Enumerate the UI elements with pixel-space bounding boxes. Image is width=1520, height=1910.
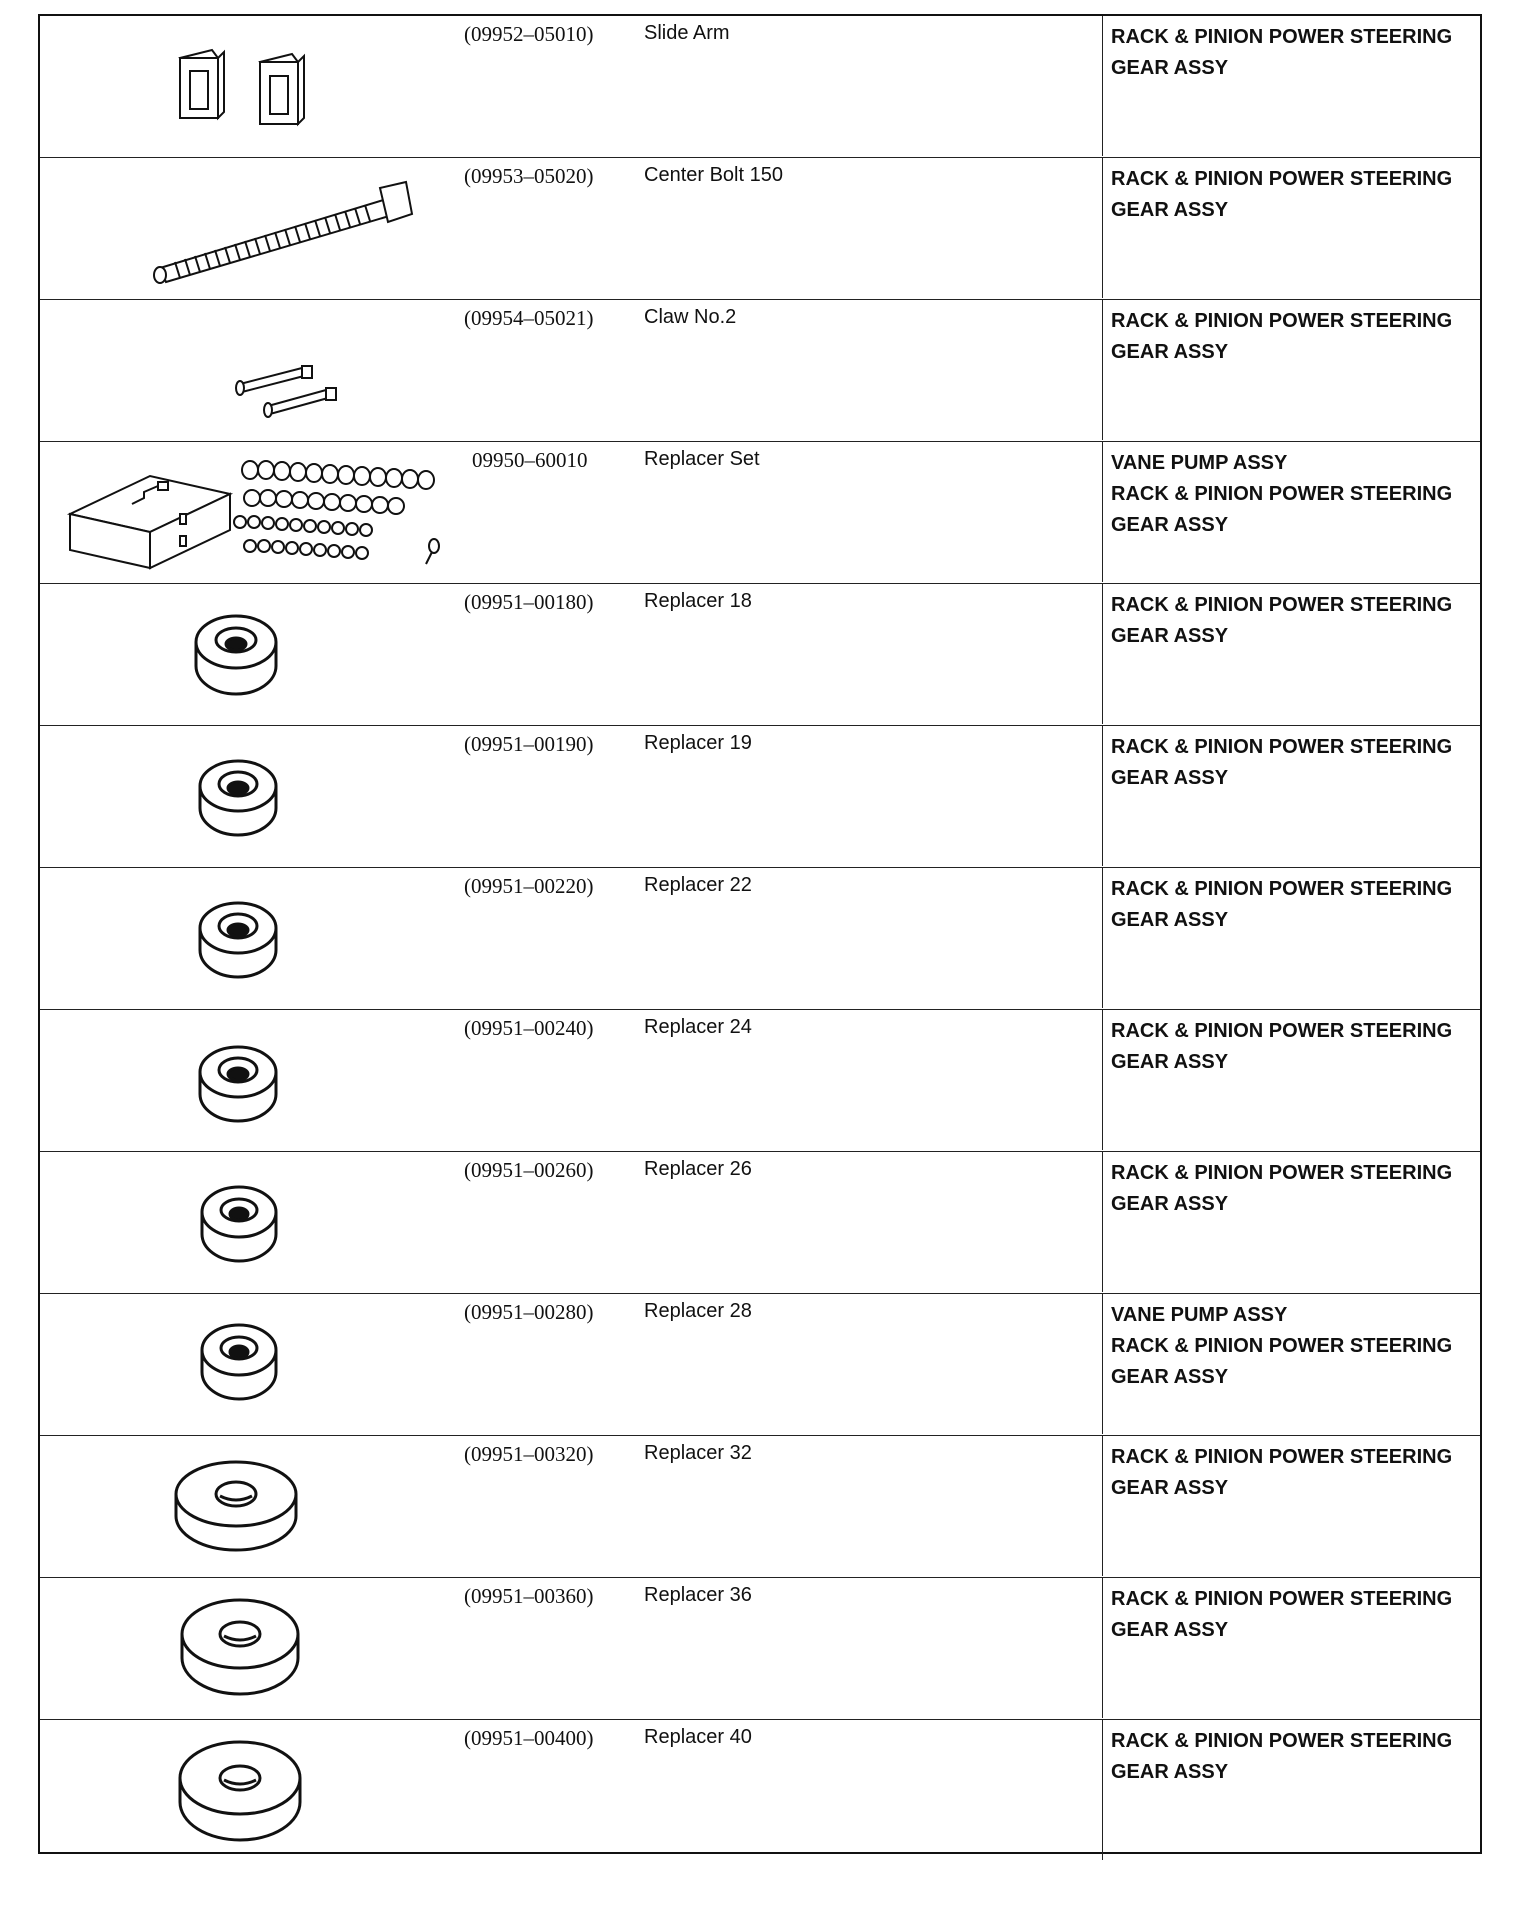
table-row [40, 1720, 1480, 1862]
part-number: (09951–00180) [464, 590, 594, 614]
application-line: GEAR ASSY [1111, 1477, 1229, 1499]
application-cell [1102, 442, 1480, 582]
application-line: RACK & PINION POWER STEERING [1111, 1162, 1453, 1184]
table-row [40, 1152, 1480, 1294]
application-line: GEAR ASSY [1111, 199, 1229, 221]
table-row [40, 442, 1480, 584]
application-line: RACK & PINION POWER STEERING [1111, 1588, 1453, 1610]
application-line: GEAR ASSY [1111, 514, 1229, 536]
application-line: RACK & PINION POWER STEERING [1111, 168, 1453, 190]
application-line: GEAR ASSY [1111, 909, 1229, 931]
tool-name: Center Bolt 150 [644, 164, 783, 186]
part-number: (09951–00280) [464, 1300, 594, 1324]
application-line: GEAR ASSY [1111, 767, 1229, 789]
application-line: GEAR ASSY [1111, 1619, 1229, 1641]
replacer-icon [40, 1010, 460, 1150]
application-line: RACK & PINION POWER STEERING [1111, 878, 1453, 900]
tool-name: Replacer 22 [644, 874, 752, 896]
center-bolt-icon [40, 158, 460, 298]
table-row [40, 1578, 1480, 1720]
tool-name: Replacer 28 [644, 1300, 752, 1322]
replacer-icon [40, 868, 460, 1008]
part-number: (09951–00400) [464, 1726, 594, 1750]
tool-name: Replacer Set [644, 448, 760, 470]
tool-name: Claw No.2 [644, 306, 737, 328]
part-number: (09951–00320) [464, 1442, 594, 1466]
part-number: (09951–00220) [464, 874, 594, 898]
application-line: GEAR ASSY [1111, 1366, 1229, 1388]
tool-name: Replacer 40 [644, 1726, 752, 1748]
application-cell [1102, 1436, 1480, 1576]
table-row [40, 1436, 1480, 1578]
tool-name: Replacer 36 [644, 1584, 752, 1606]
replacer-icon [40, 726, 460, 866]
tool-name: Slide Arm [644, 22, 730, 44]
application-line: RACK & PINION POWER STEERING [1111, 310, 1453, 332]
application-line: VANE PUMP ASSY [1111, 452, 1288, 474]
part-number: (09953–05020) [464, 164, 594, 188]
application-cell [1102, 1578, 1480, 1718]
tool-name: Replacer 26 [644, 1158, 752, 1180]
table-row [40, 584, 1480, 726]
part-number: (09951–00260) [464, 1158, 594, 1182]
application-cell [1102, 1010, 1480, 1150]
application-cell [1102, 1294, 1480, 1434]
application-line: RACK & PINION POWER STEERING [1111, 483, 1453, 505]
application-cell [1102, 158, 1480, 298]
part-number: (09951–00240) [464, 1016, 594, 1040]
special-tools-table [38, 14, 1482, 1854]
table-row [40, 868, 1480, 1010]
application-line: GEAR ASSY [1111, 1193, 1229, 1215]
slide-arm-icon [40, 16, 460, 156]
part-number: (09952–05010) [464, 22, 594, 46]
part-number: (09954–05021) [464, 306, 594, 330]
tool-name: Replacer 32 [644, 1442, 752, 1464]
application-line: RACK & PINION POWER STEERING [1111, 26, 1453, 48]
application-line: GEAR ASSY [1111, 57, 1229, 79]
application-cell [1102, 1152, 1480, 1292]
replacer-icon [40, 584, 460, 724]
replacer-icon [40, 1152, 460, 1292]
application-cell [1102, 16, 1480, 156]
application-line: GEAR ASSY [1111, 341, 1229, 363]
replacer-large-icon [40, 1578, 460, 1718]
replacer-large-icon [40, 1720, 460, 1860]
part-number: (09951–00190) [464, 732, 594, 756]
table-row [40, 16, 1480, 158]
tool-name: Replacer 18 [644, 590, 752, 612]
tool-name: Replacer 19 [644, 732, 752, 754]
table-row [40, 726, 1480, 868]
claw-icon [40, 300, 460, 440]
application-line: RACK & PINION POWER STEERING [1111, 1446, 1453, 1468]
application-line: RACK & PINION POWER STEERING [1111, 594, 1453, 616]
application-cell [1102, 300, 1480, 440]
application-line: VANE PUMP ASSY [1111, 1304, 1288, 1326]
application-line: GEAR ASSY [1111, 625, 1229, 647]
application-line: RACK & PINION POWER STEERING [1111, 736, 1453, 758]
table-row [40, 300, 1480, 442]
replacer-large-icon [40, 1436, 460, 1576]
part-number: 09950–60010 [472, 448, 588, 472]
application-line: GEAR ASSY [1111, 1761, 1229, 1783]
application-line: GEAR ASSY [1111, 1051, 1229, 1073]
table-row [40, 1294, 1480, 1436]
application-cell [1102, 868, 1480, 1008]
application-cell [1102, 1720, 1480, 1860]
part-number: (09951–00360) [464, 1584, 594, 1608]
table-row [40, 1010, 1480, 1152]
application-cell [1102, 726, 1480, 866]
application-line: RACK & PINION POWER STEERING [1111, 1335, 1453, 1357]
replacer-set-icon [40, 442, 460, 582]
tool-name: Replacer 24 [644, 1016, 752, 1038]
application-line: RACK & PINION POWER STEERING [1111, 1730, 1453, 1752]
application-cell [1102, 584, 1480, 724]
table-row [40, 158, 1480, 300]
replacer-icon [40, 1294, 460, 1434]
application-line: RACK & PINION POWER STEERING [1111, 1020, 1453, 1042]
